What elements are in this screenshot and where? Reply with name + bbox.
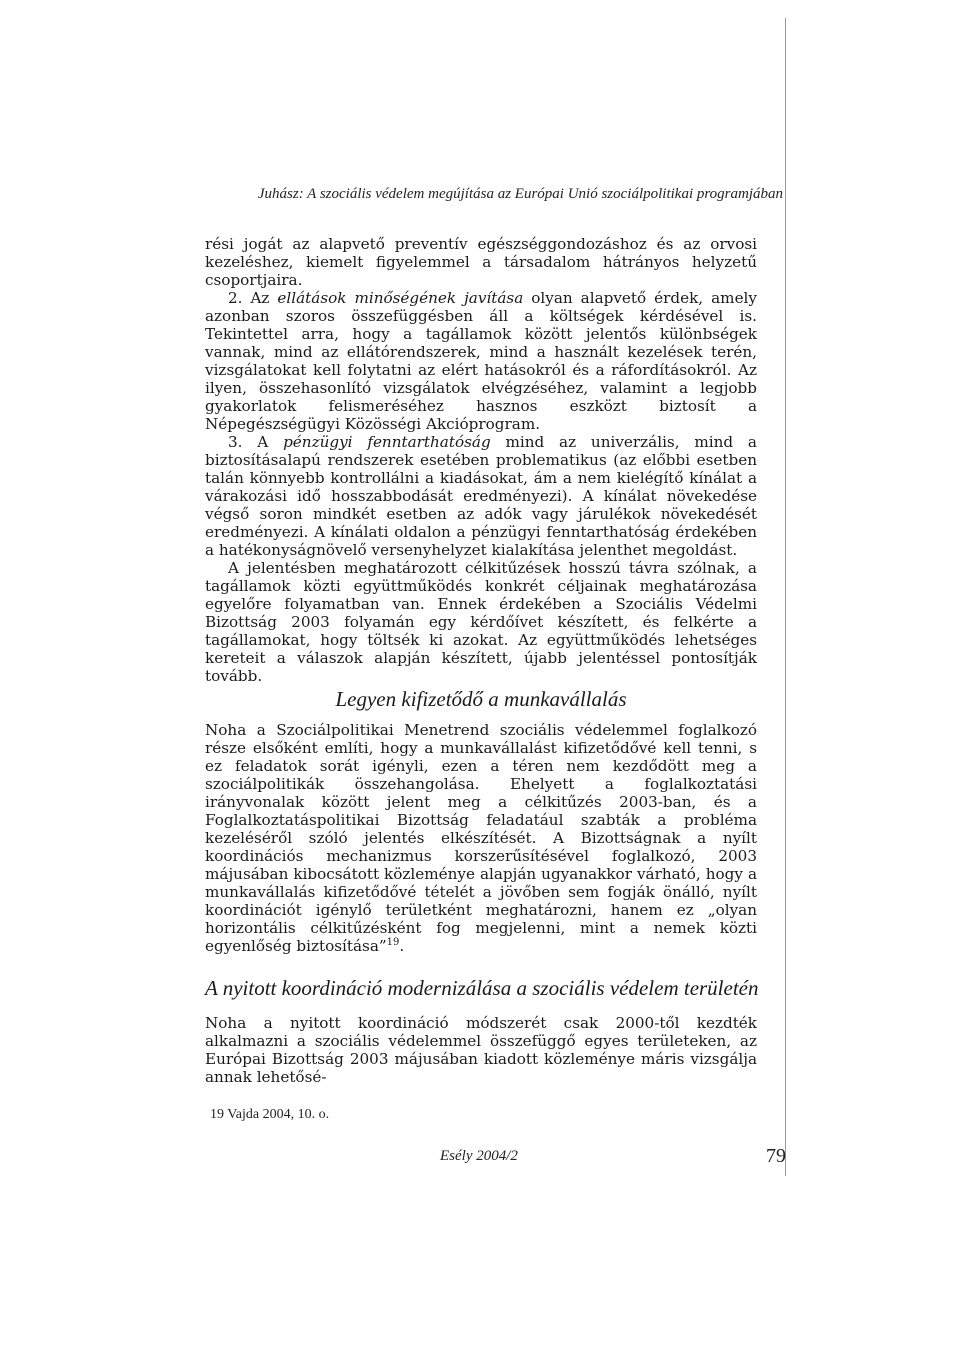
footnote-ref[interactable]: 19 [386, 937, 400, 948]
item-3-number: 3. A [228, 433, 284, 451]
running-head: Juhász: A szociális védelem megújítása az Európai Unió szociálpolitikai programjában [257, 186, 783, 202]
item-3-text: mind az univerzális, mind a biztosításalapú rendszerek esetében problematikus (az előbbi esetben talán könnyebb kontrollálni a kiadásokat, ám a nem kielégítő kínálat a várakozási idő hosszabbodását eredményezi). A kínálat növekedése végső soron mindkét esetben az adók vagy járulékok növekedését eredményezi. A kínálati oldalon a pénzügyi fenntarthatóság érdekében a hatékonyságnövelő versenyhelyzet kialakítása jelenthet megoldást. [205, 433, 757, 559]
footnote: 19 Vajda 2004, 10. o. [210, 1107, 330, 1122]
paragraph-item-3 [205, 433, 757, 559]
body-block-1 [205, 235, 757, 685]
paragraph-work-pays [205, 721, 757, 955]
work-pays-end: . [399, 937, 405, 955]
paragraph-open-coordination: Noha a nyitott koordináció módszerét csak 2000-től kezdték alkalmazni a szociális védelemmel összefüggő egyes területeken, az Európai Bizottság 2003 májusában kiadott közleménye máris vizsgálja annak lehetősé- [205, 1014, 757, 1086]
section-heading-1: Legyen kifizetődő a munkavállalás [335, 687, 627, 711]
item-2-text: olyan alapvető érdek, amely azonban szoros összefüggésben áll a költségek kérdésével is. Tekintettel arra, hogy a tagállamok között jelentős különbségek vannak, mind az ellátórendszerek, mind a használt kezelések terén, vizsgálatokat kell folytatni az elért hatásokról és a ráfordításokról. Az ilyen, összehasonlító vizsgálatok elvégzéséhez, valamint a legjobb gyakorlatok felismeréséhez hasznos eszközt biztosít a Népegészségügyi Közösségi Akcióprogram. [205, 289, 757, 433]
paragraph-continuation: rési jogát az alapvető preventív egészséggondozáshoz és az orvosi kezeléshez, kiemelt figyelemmel a társadalom hátrányos helyzetű csoportjaira. [205, 235, 757, 289]
paragraph-item-2 [205, 289, 757, 433]
journal-name: Esély 2004/2 [440, 1148, 518, 1164]
item-2-number: 2. Az [228, 289, 278, 307]
item-3-emphasis: pénzügyi fenntarthatóság [283, 433, 491, 451]
page-number: 79 [766, 1145, 786, 1167]
paragraph-report: A jelentésben meghatározott célkitűzések hosszú távra szólnak, a tagállamok közti együttműködés konkrét céljainak meghatározása egyelőre folyamatban van. Ennek érdekében a Szociális Védelmi Bizottság 2003 folyamán egy kérdőívet készített, és felkérte a tagállamokat, hogy töltsék ki azokat. Az együttműködés lehetséges kereteit a válaszok alapján készített, újabb jelentéssel pontosítják tovább. [205, 559, 757, 685]
body-block-2 [205, 721, 757, 955]
work-pays-text: Noha a Szociálpolitikai Menetrend szociális védelemmel foglalkozó része elsőként említi, hogy a munkavállalást kifizetődővé kell tenni, s ez feladatok sorát igényli, ezen a téren nem kezdődött meg a szociálpolitikák összehangolása. Ehelyett a foglalkoztatási irányvonalak között jelent meg a célkitűzés 2003-ban, és a Foglalkoztatáspolitikai Bizottság feladatául szabták a probléma kezeléséről szóló jelentés elkészítését. A Bizottságnak a nyílt koordinációs mechanizmus korszerűsítésével foglalkozó, 2003 májusában kibocsátott közleménye alapján ugyanakkor várható, hogy a munkavállalás kifizetődővé tételét a jövőben sem fogják önálló, nyílt koordinációt igénylő területként meghatározni, hanem ez „olyan horizontális célkitűzésként fog megjelenni, mint a nemek közti egyenlőség biztosítása” [205, 721, 757, 955]
margin-rule [785, 18, 786, 1176]
item-2-emphasis: ellátások minőségének javítása [277, 289, 524, 307]
section-heading-2: A nyitott koordináció modernizálása a szociális védelem területén [205, 976, 759, 1000]
body-block-3 [205, 1014, 757, 1086]
